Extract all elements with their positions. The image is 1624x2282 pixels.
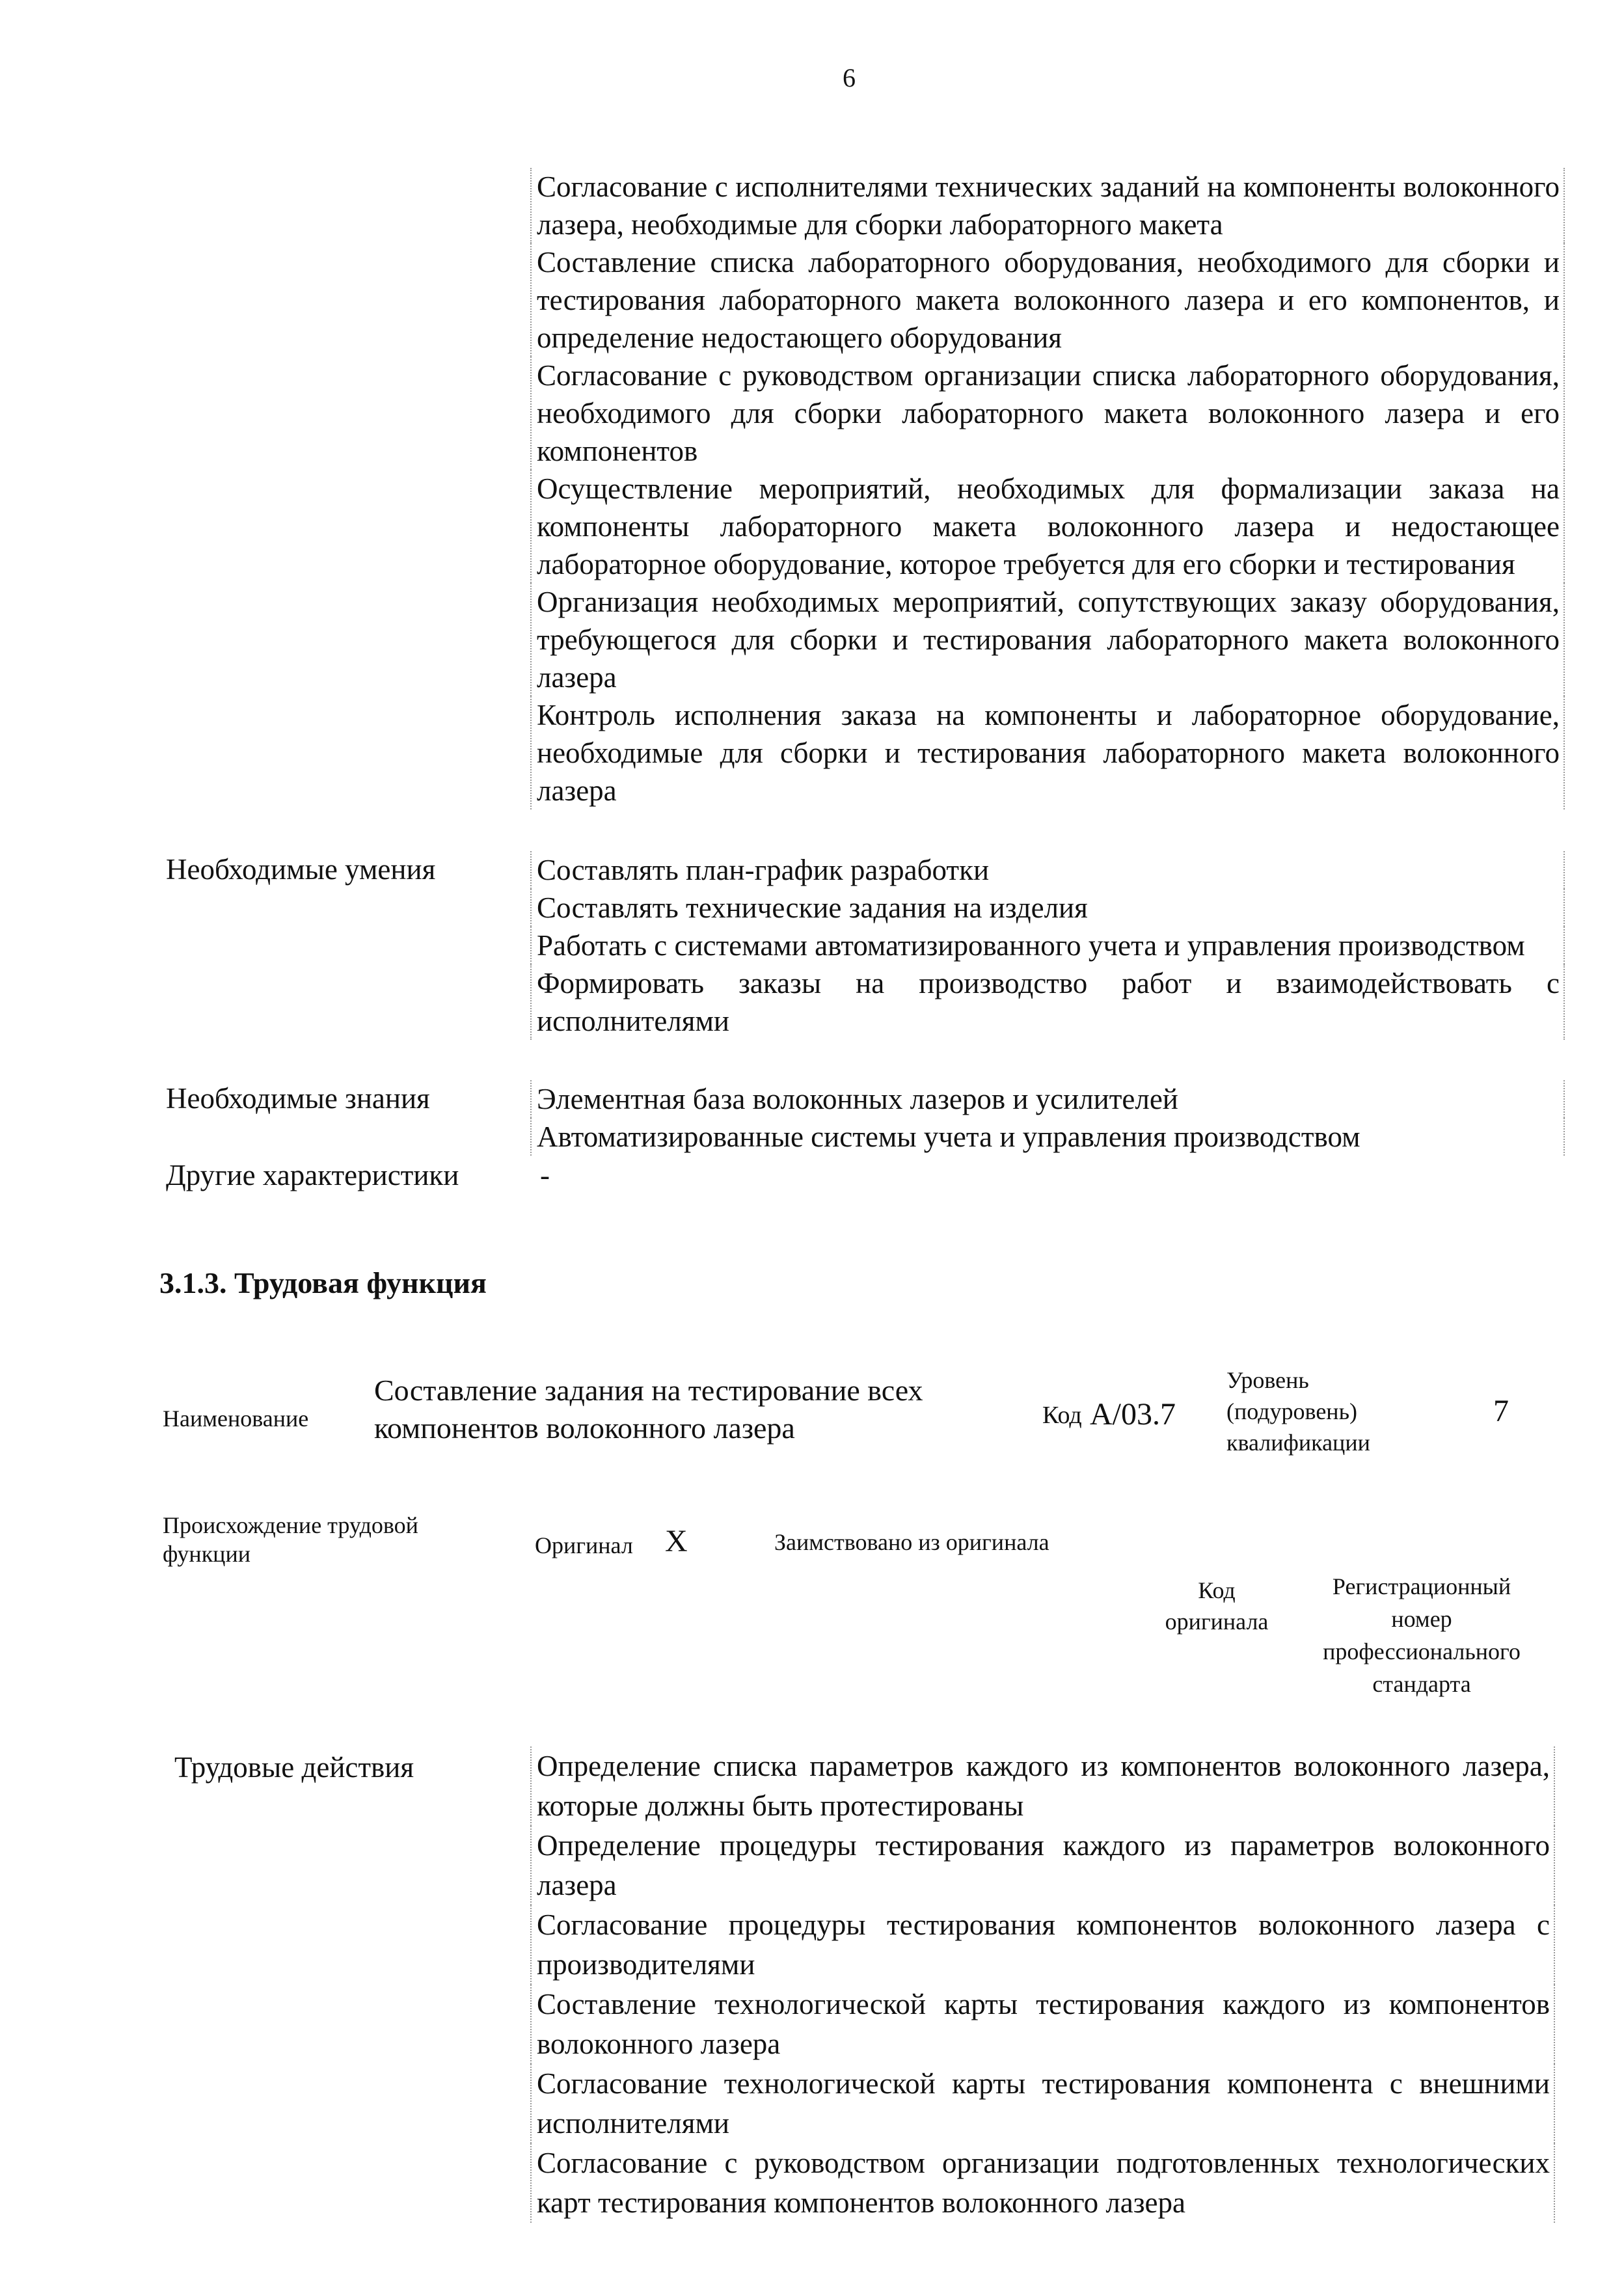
skill-item: Составлять план-график разработки: [530, 851, 1565, 889]
prev-action-4: Осуществление мероприятий, необходимых для формализации заказа на компоненты лабораторного макета волоконного лазера и недостающее лабораторное оборудование, которое требуется для его сборки и тестирования: [530, 470, 1565, 583]
level-value: 7: [1493, 1394, 1509, 1428]
original-mark: X: [665, 1524, 688, 1558]
origin-label: Происхождение трудовой функции: [163, 1512, 418, 1567]
name-label: Наименование: [163, 1406, 309, 1432]
action-item: Согласование процедуры тестирования компонентов волоконного лазера с производителями: [530, 1905, 1555, 1985]
action-item: Согласование технологической карты тестирования компонента с внешними исполнителями: [530, 2064, 1555, 2143]
page-number: 6: [843, 63, 856, 92]
other-value: -: [540, 1159, 550, 1191]
original-label: Оригинал: [535, 1532, 633, 1558]
prev-action-3: Согласование с руководством организации списка лабораторного оборудования, необходимого для сборки лабораторного макета волоконного лазера и его компонентов: [530, 357, 1565, 470]
skills-column: [530, 851, 1565, 1040]
action-item: Согласование с руководством организации подготовленных технологических карт тестирования компонентов волоконного лазера: [530, 2143, 1555, 2223]
skills-label: Необходимые умения: [166, 853, 436, 886]
knowledge-item: Элементная база волоконных лазеров и усилителей: [530, 1080, 1565, 1118]
action-item: Определение процедуры тестирования каждого из параметров волоконного лазера: [530, 1826, 1555, 1905]
prev-action-6: Контроль исполнения заказа на компоненты и лабораторное оборудование, необходимые для сборки и тестирования лабораторного макета волоконного лазера: [530, 696, 1565, 809]
name-value: Составление задания на тестирование всех компонентов волоконного лазера: [374, 1374, 923, 1445]
code-value: A/03.7: [1090, 1397, 1176, 1432]
borrowed-label: Заимствовано из оригинала: [774, 1529, 1049, 1555]
action-item: Определение списка параметров каждого из компонентов волоконного лазера, которые должны быть протестированы: [530, 1746, 1555, 1826]
action-item: Составление технологической карты тестирования каждого из компонентов волоконного лазера: [530, 1985, 1555, 2064]
level-label: Уровень (подуровень) квалификации: [1226, 1367, 1370, 1456]
knowledge-column: [530, 1080, 1565, 1156]
section-title: 3.1.3. Трудовая функция: [159, 1266, 487, 1299]
prev-action-1: Согласование с исполнителями технических заданий на компоненты волоконного лазера, необходимые для сборки лабораторного макета: [530, 168, 1565, 243]
prev-actions-column: [530, 168, 1565, 809]
prev-action-5: Организация необходимых мероприятий, сопутствующих заказу оборудования, требующегося для сборки и тестирования лабораторного макета волоконного лазера: [530, 583, 1565, 696]
skill-item: Составлять технические задания на изделия: [530, 889, 1565, 927]
knowledge-label: Необходимые знания: [166, 1082, 430, 1115]
actions-column: [530, 1746, 1555, 2223]
orig-code-label: Код оригинала: [1165, 1577, 1269, 1635]
prev-action-2: Составление списка лабораторного оборудования, необходимого для сборки и тестирования лабораторного макета волоконного лазера и его компонентов, и определение недостающего оборудования: [530, 243, 1565, 357]
reg-number-label: Регистрационный номер профессионального стандарта: [1323, 1573, 1521, 1697]
knowledge-item: Автоматизированные системы учета и управления производством: [530, 1118, 1565, 1156]
code-label: Код: [1042, 1402, 1082, 1429]
skill-item: Формировать заказы на производство работ и взаимодействовать с исполнителями: [530, 964, 1565, 1040]
skill-item: Работать с системами автоматизированного учета и управления производством: [530, 927, 1565, 964]
other-label: Другие характеристики: [166, 1159, 459, 1191]
actions-label: Трудовые действия: [174, 1751, 414, 1784]
